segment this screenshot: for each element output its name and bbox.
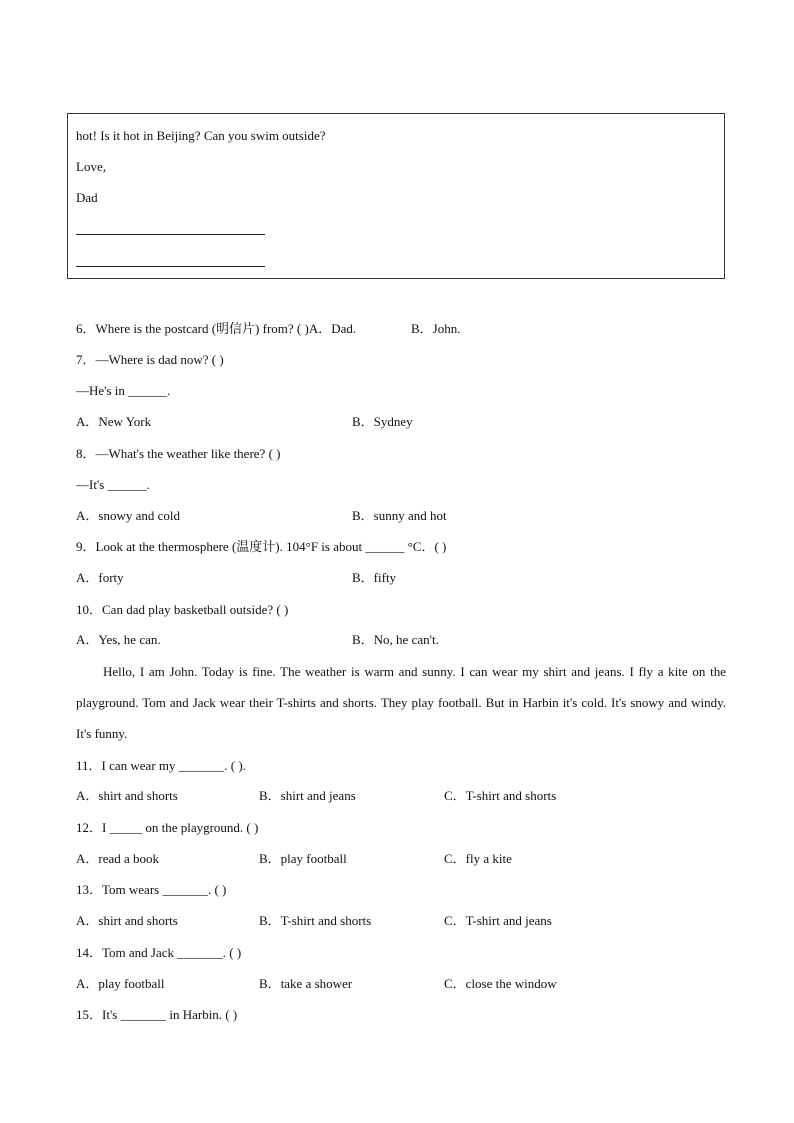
question-7-option-a: A．New York (76, 414, 152, 429)
question-14-option-a: A．play football (76, 976, 165, 991)
question-8-option-a: A．snowy and cold (76, 508, 180, 523)
question-9: 9．Look at the thermosphere (温度计). 104°F is about ______ °C．( ) (76, 539, 447, 554)
question-13: 13．Tom wears _______. ( ) (76, 882, 227, 897)
question-12-option-a: A．read a book (76, 851, 160, 866)
question-14: 14．Tom and Jack _______. ( ) (76, 945, 242, 960)
question-14-option-b: B．take a shower (259, 976, 353, 991)
question-12-option-c: C．fly a kite (444, 851, 512, 866)
postcard-closing: Love, (76, 159, 106, 174)
address-blank-line (76, 266, 265, 267)
question-11-option-b: B．shirt and jeans (259, 788, 356, 803)
question-11-option-a: A．shirt and shorts (76, 788, 178, 803)
question-9-option-b: B．fifty (352, 570, 397, 585)
question-10: 10．Can dad play basketball outside? ( ) (76, 602, 289, 617)
question-13-option-a: A．shirt and shorts (76, 913, 178, 928)
address-blank-line (76, 234, 265, 235)
question-9-option-a: A．forty (76, 570, 124, 585)
question-13-option-c: C．T-shirt and jeans (444, 913, 552, 928)
question-8-option-b: B．sunny and hot (352, 508, 447, 523)
question-7: 7．—Where is dad now? ( ) (76, 352, 224, 367)
question-6-option-b: B．John. (411, 321, 461, 336)
postcard-signature: Dad (76, 190, 98, 205)
question-11-option-c: C．T-shirt and shorts (444, 788, 557, 803)
question-10-option-a: A．Yes, he can. (76, 632, 161, 647)
question-6: 6．Where is the postcard (明信片) from? ( )A．Dad. (76, 321, 357, 336)
question-13-option-b: B．T-shirt and shorts (259, 913, 372, 928)
postcard-box (67, 113, 725, 279)
question-8: 8．—What's the weather like there? ( ) (76, 446, 281, 461)
question-7-answer-line: —He's in ______. (76, 383, 171, 398)
postcard-line: hot! Is it hot in Beijing? Can you swim outside? (76, 128, 326, 143)
question-14-option-c: C．close the window (444, 976, 557, 991)
reading-passage: Hello, I am John. Today is fine. The weather is warm and sunny. I can wear my shirt and jeans. I fly a kite on the playground. Tom and Jack wear their T-shirts and shorts. They play football. But in Harbin it's cold. It's snowy and windy. It's funny. (76, 664, 726, 741)
question-15: 15．It's _______ in Harbin. ( ) (76, 1007, 238, 1022)
question-12-option-b: B．play football (259, 851, 347, 866)
question-10-option-b: B．No, he can't. (352, 632, 439, 647)
question-7-option-b: B．Sydney (352, 414, 413, 429)
question-8-answer-line: —It's ______. (76, 477, 150, 492)
question-11: 11．I can wear my _______. ( ). (76, 758, 246, 773)
question-12: 12．I _____ on the playground. ( ) (76, 820, 259, 835)
